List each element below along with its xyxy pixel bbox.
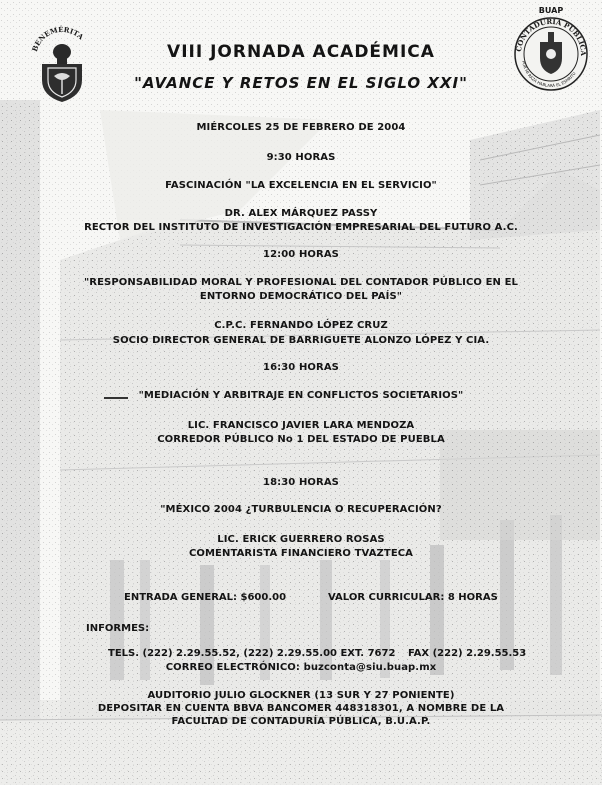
- session-2-topic-line1: "RESPONSABILIDAD MORAL Y PROFESIONAL DEL CONTADOR PÚBLICO EN EL: [83, 277, 519, 288]
- entry-fee: ENTRADA GENERAL: $600.00: [124, 592, 287, 603]
- info-deposit-line1: DEPOSITAR EN CUENTA BBVA BANCOMER 448318301, A NOMBRE DE LA: [97, 703, 505, 714]
- event-title: VIII JORNADA ACADÉMICA: [167, 42, 435, 62]
- session-2-topic-line2: ENTORNO DEMOCRÁTICO DEL PAÍS": [199, 291, 403, 302]
- info-fax: FAX (222) 2.29.55.53: [408, 648, 527, 659]
- session-1-speaker: DR. ALEX MÁRQUEZ PASSY: [224, 208, 378, 219]
- session-1-role: RECTOR DEL INSTITUTO DE INVESTIGACIÓN EMPRESARIAL DEL FUTURO A.C.: [84, 222, 518, 233]
- session-3-speaker: LIC. FRANCISCO JAVIER LARA MENDOZA: [187, 420, 415, 431]
- right-logo-arc-text: CONTADURÍA PÚBLICA: [514, 16, 589, 57]
- session-1-topic: FASCINACIÓN "LA EXCELENCIA EN EL SERVICIO": [165, 180, 437, 191]
- session-2-speaker: C.P.C. FERNANDO LÓPEZ CRUZ: [214, 320, 388, 331]
- right-logo-bottom-text: POR MI RAZA HABLARÁ EL ESPÍRITU: [521, 60, 577, 89]
- session-2-role: SOCIO DIRECTOR GENERAL DE BARRIGUETE ALONZO LÓPEZ Y CIA.: [112, 335, 490, 346]
- info-label: INFORMES:: [86, 623, 150, 634]
- session-3-time: 16:30 HORAS: [263, 362, 339, 373]
- info-email: CORREO ELECTRÓNICO: buzconta@siu.buap.mx: [165, 662, 437, 673]
- info-phones: TELS. (222) 2.29.55.52, (222) 2.29.55.00 EXT. 7672: [108, 648, 396, 659]
- event-date: MIÉRCOLES 25 DE FEBRERO DE 2004: [196, 122, 406, 133]
- left-logo-text: BENEMÉRITA: [30, 24, 86, 53]
- session-2-time: 12:00 HORAS: [263, 249, 339, 260]
- session-4-speaker: LIC. ERICK GUERRERO ROSAS: [217, 534, 385, 545]
- event-subtitle: "AVANCE Y RETOS EN EL SIGLO XXI": [134, 74, 468, 92]
- session-3-topic: "MEDIACIÓN Y ARBITRAJE EN CONFLICTOS SOCIETARIOS": [138, 390, 464, 401]
- info-deposit-line2: FACULTAD DE CONTADURÍA PÚBLICA, B.U.A.P.: [171, 716, 431, 727]
- session-3-role: CORREDOR PÚBLICO No 1 DEL ESTADO DE PUEBLA: [157, 434, 445, 445]
- session-4-topic: "MÉXICO 2004 ¿TURBULENCIA O RECUPERACIÓN?: [160, 504, 442, 515]
- right-logo-top-text: BUAP: [538, 6, 564, 15]
- info-venue: AUDITORIO JULIO GLOCKNER (13 SUR Y 27 PONIENTE): [147, 690, 455, 701]
- session-4-role: COMENTARISTA FINANCIERO TVAZTECA: [188, 548, 414, 559]
- curricular-value: VALOR CURRICULAR: 8 HORAS: [328, 592, 498, 603]
- session-4-time: 18:30 HORAS: [263, 477, 339, 488]
- session-1-time: 9:30 HORAS: [266, 152, 336, 163]
